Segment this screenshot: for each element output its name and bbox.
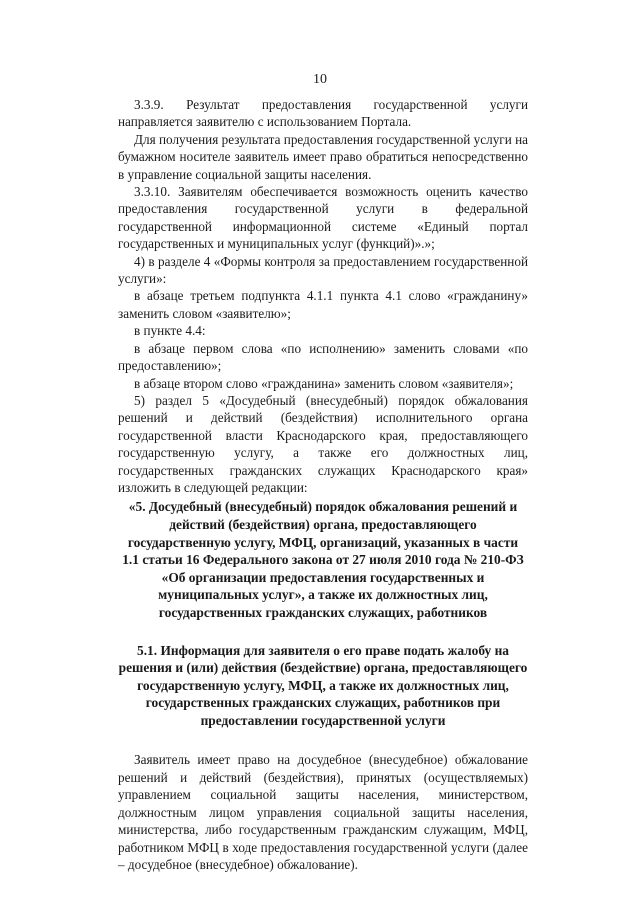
paragraph-3-3-9: 3.3.9. Результат предоставления государственной услуги направляется заявителю с использованием Портала. <box>118 97 528 130</box>
paragraph-item-4: 4) в разделе 4 «Формы контроля за предоставлением государственной услуги»: <box>118 253 528 287</box>
paragraph-second-abzac: в абзаце втором слово «гражданина» заменить словом «заявителя»; <box>134 375 514 391</box>
paragraph-3-3-10: 3.3.10. Заявителям обеспечивается возможность оценить качество предоставления государственной услуги в федеральной государственной информационной системе «Единый портал государственных и муниципальных услуг (функций)».»; <box>118 184 528 252</box>
section-5-1-heading: 5.1. Информация для заявителя о его праве подать жалобу на решения и (или) действия (бездействие) органа, предоставляющего государственную услугу, МФЦ, а также их должностных лиц, государственных гражданских служащих, работников при предоставлении государственной услуги <box>118 642 528 728</box>
section-5-heading: «5. Досудебный (внесудебный) порядок обжалования решений и действий (бездействия) органа, предоставляющего государственную услугу, МФЦ, организаций, указанных в части 1.1 статьи 16 Федерального закона от 27 июля 2010 года № 210-ФЗ «Об организации предоставления государственных и муниципальных услуг», а также их должностных лиц, государственных гражданских служащих, работников <box>122 499 524 620</box>
paragraph-appeal-right: Заявитель имеет право на досудебное (внесудебное) обжалование решений и действий (бездействия), принятых (осуществляемых) управлением социальной защиты населения, министерством, должностным лицом управления социальной защиты населения, министерства, либо государственным гражданским служащим, МФЦ, работником МФЦ в ходе предоставления государственной услуги (далее – досудебное (внесудебное) обжалование). <box>118 752 528 872</box>
document-body <box>118 96 528 873</box>
paragraph-item-5: 5) раздел 5 «Досудебный (внесудебный) порядок обжалования решений и действий (бездействия) исполнительного органа государственной власти Краснодарского края, предоставляющего государственную услугу, а также его должностных лиц, государственных гражданских служащих Краснодарского края» изложить в следующей редакции: <box>118 392 528 495</box>
paragraph-4-4: в пункте 4.4: <box>134 323 206 339</box>
paragraph-first-abzac: в абзаце первом слова «по исполнению» заменить словами «по предоставлению»; <box>118 340 528 374</box>
page-number: 10 <box>313 72 327 87</box>
paragraph-4-1-1: в абзаце третьем подпункта 4.1.1 пункта 4.1 слово «гражданину» заменить словом «заявителю»; <box>118 288 528 321</box>
paragraph-paper-result: Для получения результата предоставления государственной услуги на бумажном носителе заявитель имеет право обратиться непосредственно в управление социальной защиты населения. <box>118 131 528 182</box>
